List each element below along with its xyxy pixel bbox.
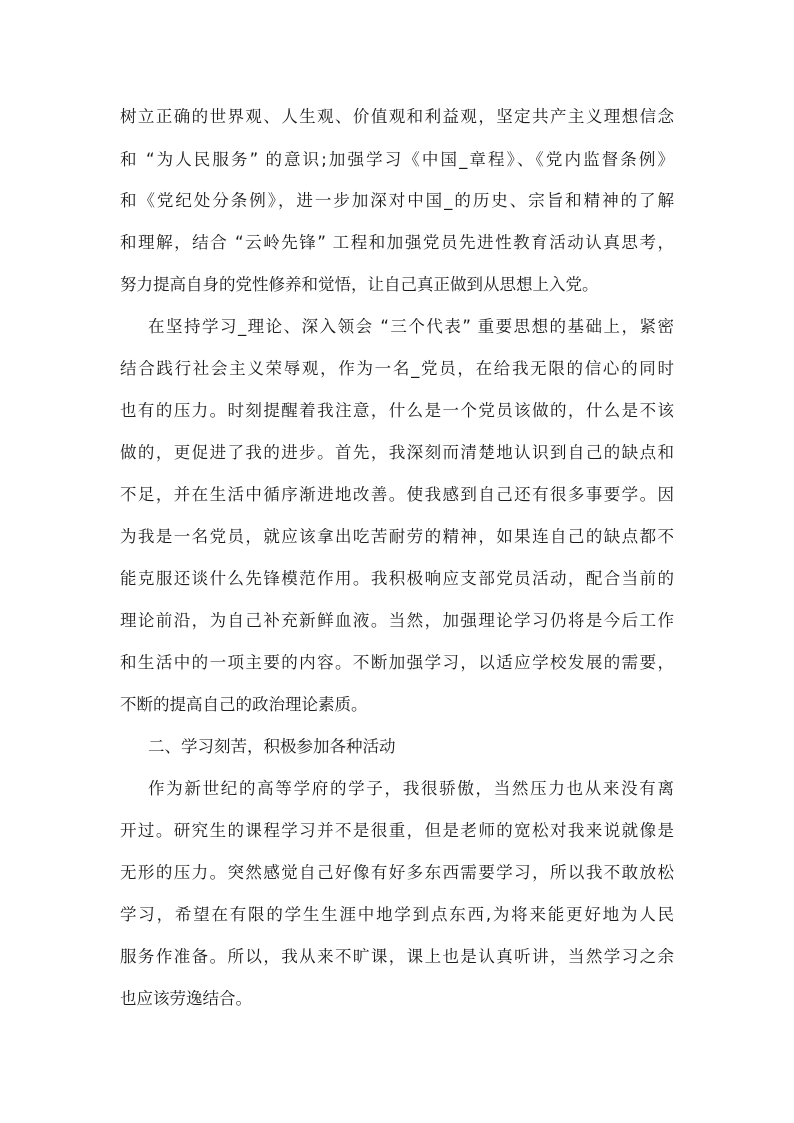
text-line: 作为新世纪的高等学府的学子，我很骄傲，当然压力也从来没有离: [148, 779, 674, 798]
text-line: 也应该劳逸结合。: [120, 989, 252, 1008]
text-line: 努力提高自身的党性修养和觉悟，让自己真正做到从思想上入党。: [120, 275, 599, 294]
text-line: 树立正确的世界观、人生观、价值观和利益观，坚定共产主义理想信念: [120, 107, 674, 126]
text-line: 结合践行社会主义荣辱观，作为一名_党员，在给我无限的信心的同时: [120, 359, 674, 378]
text-line: 做的，更促进了我的进步。首先，我深刻而清楚地认识到自己的缺点和: [120, 443, 674, 462]
text-line: 和理解，结合 “云岭先锋” 工程和加强党员先进性教育活动认真思考，: [120, 233, 674, 252]
text-line: 不断的提高自己的政治理论素质。: [120, 695, 368, 714]
text-line: 为我是一名党员，就应该拿出吃苦耐劳的精神，如果连自己的缺点都不: [120, 527, 674, 546]
text-line: 也有的压力。时刻提醒着我注意，什么是一个党员该做的，什么是不该: [120, 401, 674, 420]
text-line: 和《党纪处分条例》，进一步加深对中国_的历史、宗旨和精神的了解: [120, 191, 674, 210]
text-line: 和 “为人民服务” 的意识;加强学习《中国_章程》、《党内监督条例》: [120, 150, 674, 169]
text-line: 在坚持学习_理论、深入领会 “三个代表” 重要思想的基础上，紧密: [148, 317, 674, 336]
text-line: 学习，希望在有限的学生生涯中地学到点东西,为将来能更好地为人民: [120, 905, 674, 924]
text-line: 能克服还谈什么先锋模范作用。我积极响应支部党员活动，配合当前的: [120, 569, 674, 588]
text-line: 理论前沿，为自己补充新鲜血液。当然，加强理论学习仍将是今后工作: [120, 611, 674, 630]
section-heading: 二、学习刻苦，积极参加各种活动: [148, 737, 396, 756]
text-line: 无形的压力。突然感觉自己好像有好多东西需要学习，所以我不敢放松: [120, 863, 674, 882]
text-line: 和生活中的一项主要的内容。不断加强学习，以适应学校发展的需要，: [120, 653, 674, 672]
text-line: 服务作准备。所以，我从来不旷课，课上也是认真听讲，当然学习之余: [120, 947, 674, 966]
text-line: 开过。研究生的课程学习并不是很重，但是老师的宽松对我来说就像是: [120, 821, 674, 840]
text-line: 不足，并在生活中循序渐进地改善。使我感到自己还有很多事要学。因: [120, 485, 674, 504]
